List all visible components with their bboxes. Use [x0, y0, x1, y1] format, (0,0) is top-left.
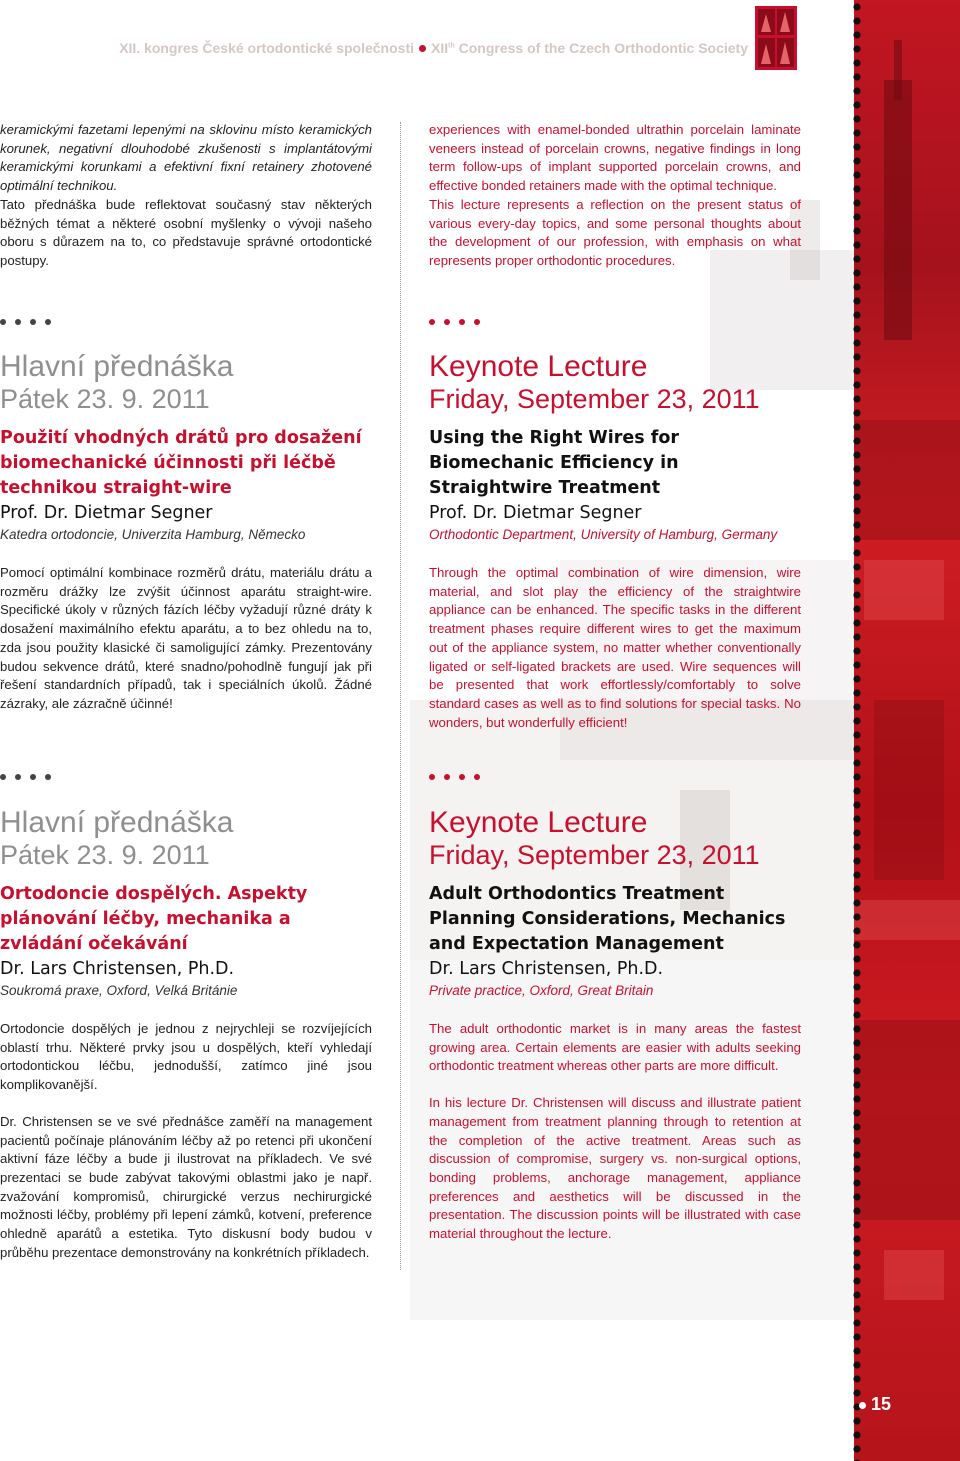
header-english-sup: th: [448, 42, 455, 50]
page-number: [859, 1394, 891, 1415]
left-lecture-1: [0, 350, 372, 714]
right-lecture2-speaker: Dr. Lars Christensen, Ph.D.: [429, 959, 664, 979]
left-intro-p2: Tato přednáška bude reflektovat současný stav některých běžných témat a některé osobní myšlenky o vývoji našeho oboru s důrazem na to, co představuje správné ortodontické postupy.: [0, 196, 372, 268]
right-lecture1-speaker: Prof. Dr. Dietmar Segner: [429, 503, 642, 523]
left-intro-p1: keramickými fazetami lepenými na sklovinu místo keramických korunek, negativní dlouhodobé zkušenosti s implantátovými keramickými korunkami a efektivní fixní retainery zhotovené optimální technikou.: [0, 122, 372, 194]
left-lecture1-affiliation: Katedra ortodoncie, Univerzita Hamburg, Německo: [0, 527, 306, 542]
left-lecture2-abstract-p1: Ortodoncie dospělých je jednou z nejrychleji se rozvíjejících oblastí trhu. Některé prvky jsou u dospělých, kteří vyhledají ortodontickou léčbu, jednodušší, zatímco jiné jsou komplikovanější.: [0, 1021, 372, 1093]
right-lecture1-affiliation: Orthodontic Department, University of Hamburg, Germany: [429, 527, 778, 542]
header-czech-title: XII. kongres České ortodontické společnosti: [119, 40, 414, 56]
right-lecture1-abstract: Through the optimal combination of wire dimension, wire material, and slot play the efficiency of the straightwire appliance can be enhanced. The specific tasks in the different treatment phases require different wires to get the maximum out of the appliance system, no matter whether conventionally ligated or self-ligated brackets are used. Wire sequences will be presented that work effortlessly/comfortably to solve standard cases as well as to find solutions for special tasks. No wonders, but wonderfully efficient!: [429, 565, 801, 730]
header-separator-dot: [419, 45, 426, 52]
left-lecture2-date: Pátek 23. 9. 2011: [0, 840, 210, 870]
decorative-red-band: [854, 0, 960, 1461]
left-lecture1-abstract: Pomocí optimální kombinace rozměrů drátu, materiálu drátu a rozměru drážky lze zvýšit účinnost aparátu straight-wire. Specifické úkoly v různých fázích léčby vyžadují různé dráty k dosažení maximálního efektu aparátu, a to bez ohledu na to, zda jsou použity klasické či samoligující zámky. Prezentovány budou sekvence drátů, které snadno/pohodlně fungují jak při řešení standardních případů, tak i speciálních úkolů. Žádné zázraky, ale zázračně účinné!: [0, 565, 372, 711]
right-intro: [429, 121, 801, 271]
left-lecture2-affiliation: Soukromá praxe, Oxford, Velká Británie: [0, 983, 238, 998]
right-lecture2-affiliation: Private practice, Oxford, Great Britain: [429, 983, 654, 998]
page-header: [0, 40, 748, 56]
header-english-prefix: XII: [431, 40, 449, 56]
right-intro-p2: This lecture represents a reflection on the present status of various every-day topics, and some personal thoughts about the development of our profession, with emphasis on what represents proper orthodontic procedures.: [429, 196, 801, 268]
left-lecture1-speaker: Prof. Dr. Dietmar Segner: [0, 503, 213, 523]
band-dot-border: [852, 0, 862, 1461]
left-lecture1-heading: Hlavní přednáška: [0, 350, 234, 383]
left-lecture2-heading: Hlavní přednáška: [0, 806, 234, 839]
right-lecture-1: [429, 350, 801, 732]
right-lecture2-abstract-p1: The adult orthodontic market is in many areas the fastest growing area. Certain elements are easier with adults seeking orthodontic treatment whereas other parts are more difficult.: [429, 1021, 801, 1074]
right-lecture1-date: Friday, September 23, 2011: [429, 384, 760, 414]
left-intro: [0, 121, 372, 271]
header-english-rest: Congress of the Czech Orthodontic Society: [458, 40, 748, 56]
right-intro-p1: experiences with enamel-bonded ultrathin porcelain laminate veneers instead of porcelain crowns, negative findings in long term follow-ups of implant supported porcelain crowns, and effective bonded retainers made with the optimal technique.: [429, 122, 801, 194]
left-lecture2-title: Ortodoncie dospělých. Aspekty plánování léčby, mechanika a zvládání očekávání: [0, 884, 308, 954]
right-lecture-2: [429, 806, 801, 1244]
left-lecture1-date: Pátek 23. 9. 2011: [0, 384, 210, 414]
right-lecture1-title: Using the Right Wires for Biomechanic Efficiency in Straightwire Treatment: [429, 428, 679, 498]
right-lecture2-abstract-p2: In his lecture Dr. Christensen will discuss and illustrate patient management from treatment planning through to retention at the completion of the active treatment. Areas such as discussion of compromise, surgery vs. non-surgical options, bonding problems, anchorage management, appliance preferences and aesthetics will be discussed in the presentation. The discussion points will be illustrated with case material throughout the lecture.: [429, 1095, 801, 1242]
right-bullets-2: [429, 765, 489, 784]
right-lecture2-title: Adult Orthodontics Treatment Planning Considerations, Mechanics and Expectation Management: [429, 884, 786, 954]
right-lecture2-date: Friday, September 23, 2011: [429, 840, 760, 870]
left-lecture2-speaker: Dr. Lars Christensen, Ph.D.: [0, 959, 235, 979]
left-lecture1-title: Použití vhodných drátů pro dosažení biomechanické účinnosti při léčbě technikou straight-wire: [0, 428, 362, 498]
left-bullets-1: [0, 310, 60, 329]
right-lecture2-heading: Keynote Lecture: [429, 806, 648, 839]
right-lecture1-heading: Keynote Lecture: [429, 350, 648, 383]
page-number-value: 15: [871, 1394, 892, 1414]
left-lecture-2: [0, 806, 372, 1262]
page-number-dot: [859, 1402, 866, 1409]
congress-logo: [755, 6, 797, 70]
left-lecture2-abstract-p2: Dr. Christensen se ve své přednášce zaměří na management pacientů počínaje plánováním léčby až po retenci při ukončení aktivní fáze léčby a bude ji ilustrovat na příkladech. Ve své prezentaci se bude zabývat takovými oblastmi jako je např. zvažování kompromisů, chirurgické verzus nechirurgické možnosti léčby, problémy při lepení zámků, kotvení, preference ohledně aparátů a estetika. Tyto diskusní body budou v průběhu prezentace demonstrovány na konkrétních příkladech.: [0, 1113, 372, 1260]
right-bullets-1: [429, 310, 489, 329]
column-divider: [400, 122, 401, 1270]
left-bullets-2: [0, 765, 60, 784]
